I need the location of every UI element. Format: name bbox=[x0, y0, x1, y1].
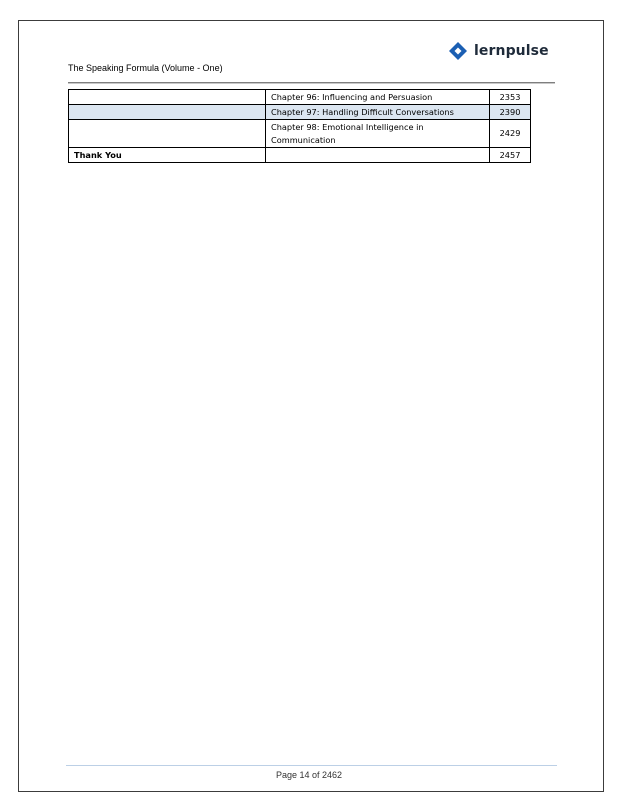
toc-page-cell: 2353 bbox=[490, 90, 531, 105]
page-number: Page 14 of 2462 bbox=[275, 770, 343, 780]
document-title: The Speaking Formula (Volume - One) bbox=[68, 63, 223, 73]
toc-chapter-cell: Chapter 97: Handling Difficult Conversations bbox=[266, 105, 490, 120]
toc-chapter-cell bbox=[266, 148, 490, 163]
toc-section-cell: Thank You bbox=[69, 148, 266, 163]
toc-page-cell: 2457 bbox=[490, 148, 531, 163]
table-row bbox=[69, 105, 531, 120]
toc-chapter-cell: Chapter 98: Emotional Intelligence in Communication bbox=[266, 120, 490, 148]
logo-text: lernpulse bbox=[474, 43, 549, 59]
toc-section-cell bbox=[69, 105, 266, 120]
toc-section-cell bbox=[69, 90, 266, 105]
toc-page-cell: 2429 bbox=[490, 120, 531, 148]
toc-chapter-cell: Chapter 96: Influencing and Persuasion bbox=[266, 90, 490, 105]
header-divider bbox=[68, 82, 555, 83]
table-row bbox=[69, 148, 531, 163]
brand-logo bbox=[449, 41, 549, 61]
diamond-logo-icon bbox=[449, 42, 467, 60]
table-row bbox=[69, 90, 531, 105]
toc-section-cell bbox=[69, 120, 266, 148]
table-of-contents bbox=[68, 89, 531, 163]
table-row bbox=[69, 120, 531, 148]
footer-divider bbox=[66, 765, 557, 766]
toc-page-cell: 2390 bbox=[490, 105, 531, 120]
